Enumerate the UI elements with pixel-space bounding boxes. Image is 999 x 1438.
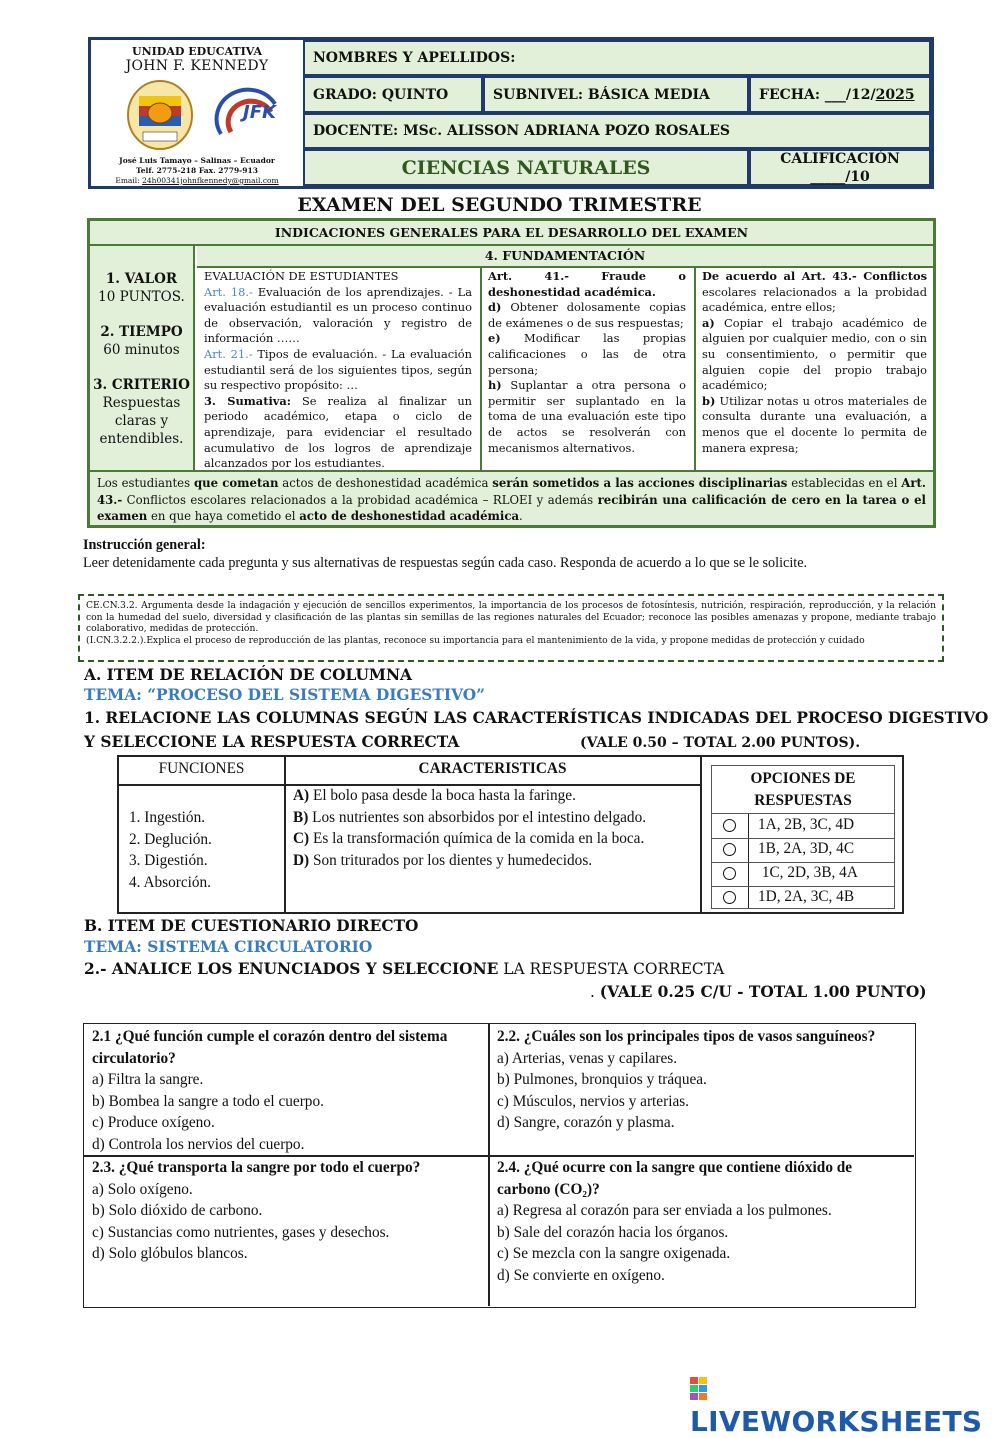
question-stem: 2.1 ¿Qué función cumple el corazón dentro del sistema circulatorio? [92,1028,448,1067]
art43-title: De acuerdo al Art. 43.- Conflictos [702,269,927,283]
answer-option[interactable]: b) Solo dióxido de carbono. [92,1202,263,1220]
email-line [91,176,303,186]
answer-option[interactable]: b) Bombea la sangre a todo el cuerpo. [92,1092,324,1110]
school-type: UNIDAD EDUCATIVA [132,45,262,58]
fraud-column [488,269,686,456]
tiempo-value: 60 minutos [103,342,180,358]
school-info [91,40,306,186]
discipline-note [90,470,933,525]
art41-h [488,378,686,456]
score-value: _____/10 [810,168,870,185]
characteristic-a [293,785,693,807]
jfk-logo-icon [209,84,281,146]
art18-paragraph [204,285,472,347]
note-part: Art. 43.- [97,476,926,507]
art21-ref: Art. 21.- [204,346,253,361]
note-part: actos de deshonestidad académica [278,476,493,490]
answer-option[interactable]: c) Produce oxígeno. [92,1114,215,1132]
indications-box [87,218,936,528]
art41-d [488,300,686,331]
tiempo-label: 2. TIEMPO [100,324,183,340]
option-label: 1C, 2D, 3B, 4A [758,864,858,881]
answer-option[interactable]: d) Sangre, corazón y plasma. [497,1114,675,1132]
art43-b [702,394,927,456]
question-2-rest: LA RESPUESTA CORRECTA [498,960,725,978]
char-text: El bolo pasa desde la boca hasta la faringe. [309,787,576,804]
teacher-field: DOCENTE: MSc. ALISSON ADRIANA POZO ROSALES [303,113,931,149]
options-header: OPCIONES DE RESPUESTAS [712,766,894,814]
questions-table [83,1023,916,1308]
answer-option[interactable]: d) Solo glóbulos blancos. [92,1245,248,1263]
item-text: Suplantar a otra persona o permitir ser suplantado en la toma de una evaluación este tipo de actos se resolverán con mecanismos alternativos. [488,378,686,455]
item-letter: b) [702,393,716,408]
char-letter: A) [293,787,310,804]
characteristics-list [293,785,693,871]
question-1-line2: Y SELECCIONE LA RESPUESTA CORRECTA [84,733,460,751]
function-item: 2. Deglución. [129,830,212,848]
names-field[interactable]: NOMBRES Y APELLIDOS: [303,40,931,76]
fundamentacion-title: 4. FUNDAMENTACIÓN [197,246,933,268]
question-2-2 [497,1026,907,1134]
sublevel-field: SUBNIVEL: BÁSICA MEDIA [483,76,749,113]
criterio-label: 3. CRITERIO [93,377,190,393]
note-part: serán sometidos a las acciones disciplinarias [492,476,788,490]
art41-title: Art. 41.- Fraude o deshonestidad académica. [488,269,686,299]
option-row[interactable] [712,814,894,839]
evaluation-column [204,269,472,472]
art18-ref: Art. 18.- [204,284,253,299]
art43-a [702,316,927,394]
art21-paragraph [204,347,472,394]
char-text: Son triturados por los dientes y humedecidos. [309,851,593,869]
char-text: Los nutrientes son absorbidos por el intestino delgado. [308,808,647,826]
value-dot: . [590,983,600,1001]
functions-header: FUNCIONES [158,760,245,777]
item-letter: h) [488,378,502,393]
section-a-title: A. ITEM DE RELACIÓN DE COLUMNA [84,666,412,684]
date-year: 2025 [875,86,915,103]
answer-option[interactable]: a) Regresa al corazón para ser enviada a los pulmones. [497,1202,832,1220]
char-text: Es la transformación química de la comida en la boca. [309,830,645,848]
sumativa-label: 3. Sumativa: [204,393,291,408]
radio-icon[interactable] [723,819,736,832]
item-letter: e) [488,331,501,346]
function-item: 1. Ingestión. [129,809,206,826]
characteristics-header: CARACTERISTICAS [418,760,567,777]
icn-indicator: (I.CN.3.2.2.).Explica el proceso de reproducción de las plantas, reconoce su importancia para el mantenimiento de la vida, y propone medidas de protección y cuidado [86,635,865,647]
question-2-value [590,983,927,1001]
option-row[interactable] [712,838,894,863]
header-box [88,37,934,189]
valor-label: 1. VALOR [105,271,178,287]
date-field[interactable] [749,76,931,113]
answer-option[interactable]: b) Sale del corazón hacia los órganos. [497,1223,729,1241]
instruction-title: Instrucción general: [83,537,206,553]
answer-option[interactable]: c) Sustancias como nutrientes, gases y desechos. [92,1223,390,1241]
characteristic-d [293,850,693,872]
art43-intro [702,269,927,316]
characteristic-b [293,807,693,829]
note-part: recibirán una calificación de cero en la tarea o el examen [97,492,926,523]
score-label: CALIFICACIÓN [780,150,900,167]
col1-title: EVALUACIÓN DE ESTUDIANTES [204,269,399,283]
radio-icon[interactable] [723,843,736,856]
criterio-value: Respuestas claras y entendibles. [99,395,184,447]
valor-value: 10 PUNTOS. [98,289,185,305]
email-label: Email: [115,176,143,185]
general-instruction [83,536,923,572]
question-2-4 [497,1157,907,1287]
subject-field: CIENCIAS NATURALES [303,149,749,186]
question-1-value: (VALE 0.50 – TOTAL 2.00 PUNTOS). [580,735,861,751]
section-a-topic: TEMA: “PROCESO DEL SISTEMA DIGESTIVO” [84,686,486,704]
item-text: Obtener dolosamente copias de exámenes o de sus respuestas; [488,300,686,330]
exam-title: EXAMEN DEL SEGUNDO TRIMESTRE [297,194,702,216]
note-part: establecidas en el [787,476,902,490]
school-name: JOHN F. KENNEDY [125,58,269,74]
option-row[interactable] [712,862,894,887]
question-2-text [84,960,724,978]
item-letter: a) [702,315,715,330]
date-prefix: FECHA: ___/12/ [759,86,876,103]
note-part: que cometan [193,476,279,490]
note-part: . [519,509,523,523]
section-b-title: B. ITEM DE CUESTIONARIO DIRECTO [84,917,419,935]
question-2-1 [92,1026,482,1156]
char-letter: B) [293,808,309,826]
note-part: acto de deshonestidad académica [299,509,520,523]
matching-table [117,755,904,914]
option-row[interactable] [712,886,894,908]
note-part: Conflictos escolares relacionados a la probidad académica – RLOEI y además [122,492,598,507]
conflicts-column [702,269,927,456]
radio-icon[interactable] [723,891,736,904]
email-link[interactable]: 24h00341johnfkennedy@gmail.com [142,176,279,185]
question-stem: 2.2. ¿Cuáles son los principales tipos de vasos sanguíneos? [497,1028,876,1045]
answer-option[interactable]: c) Se mezcla con la sangre oxigenada. [497,1245,731,1263]
item-letter: d) [488,300,502,315]
question-stem: 2.4. ¿Qué ocurre con la sangre que contiene dióxido de carbono (CO₂)? [497,1159,853,1198]
art21-text: Tipos de evaluación. - La evaluación estudiantil será de los siguientes tipos, según su respectivo propósito: … [204,346,472,393]
function-item: 4. Absorción. [129,873,212,891]
note-part: en que haya cometido el [147,509,300,523]
section-b-topic: TEMA: SISTEMA CIRCULATORIO [84,938,373,956]
art43-text: escolares relacionados a la probidad académica, entre ellos; [702,284,927,315]
address-line: José Luis Tamayo – Salinas – Ecuador [119,156,275,165]
option-label: 1A, 2B, 3C, 4D [758,816,855,833]
question-2-bold: 2.- ANALICE LOS ENUNCIADOS Y SELECCIONE [84,960,499,978]
item-text: Copiar el trabajo académico de alguien por cualquier medio, con o sin su consentimiento, o permitir que alguien copie del propio trabajo académico; [702,315,927,393]
question-stem: 2.3. ¿Qué transporta la sangre por todo el cuerpo? [92,1159,421,1176]
score-field[interactable] [749,149,931,186]
radio-icon[interactable] [723,867,736,880]
answer-option[interactable]: d) Se convierte en oxígeno. [497,1266,665,1284]
indications-title: INDICACIONES GENERALES PARA EL DESARROLLO DEL EXAMEN [90,221,933,246]
phone-line: Telf. 2775-218 Fax. 2779-913 [136,166,258,175]
grade-field: GRADO: QUINTO [303,76,483,113]
art41-e [488,331,686,378]
note-part: Los estudiantes [97,476,194,490]
liveworksheets-icon [690,1377,708,1401]
question-1-line1: 1. RELACIONE LAS COLUMNAS SEGÚN LAS CARACTERÍSTICAS INDICADAS DEL PROCESO DIGESTIVO [84,709,989,727]
char-letter: C) [293,830,310,848]
answer-option[interactable]: d) Controla los nervios del cuerpo. [92,1135,305,1153]
answer-option[interactable]: a) Arterias, venas y capilares. [497,1049,678,1067]
option-label: 1B, 2A, 3D, 4C [758,840,855,857]
option-label: 1D, 2A, 3C, 4B [758,888,855,905]
value-text: (VALE 0.25 C/U - TOTAL 1.00 PUNTO) [599,983,927,1001]
answer-options [711,765,895,909]
char-letter: D) [293,851,310,869]
art18-text: Evaluación de los aprendizajes. - La evaluación estudiantil es un proceso continuo de observación, valoración y registro de información …… [204,284,472,346]
question-2-3 [92,1157,482,1265]
answer-option[interactable]: a) Filtra la sangre. [92,1071,204,1089]
characteristic-c [293,828,693,850]
liveworksheets-logo [690,1372,999,1438]
sumativa-text: Se realiza al finalizar un periodo académico, etapa o ciclo de aprendizaje, para evidenciar el resultado acumulativo de los logros de aprendizaje alcanzados por los estudiantes. [204,393,472,471]
brand-text: LIVEWORKSHEETS [690,1405,983,1438]
function-item: 3. Digestión. [129,852,208,870]
answer-option[interactable]: b) Pulmones, bronquios y tráquea. [497,1071,707,1089]
exam-summary [90,246,195,470]
sumativa-paragraph [204,394,472,472]
school-address [91,156,303,186]
answer-option[interactable]: a) Solo oxígeno. [92,1180,193,1198]
instruction-text: Leer detenidamente cada pregunta y sus alternativas de respuestas según cada caso. Responda de acuerdo a lo que se le solicite. [83,555,808,571]
item-text: Modificar las propias calificaciones o las de otra persona; [488,331,686,377]
ce-criterion: CE.CN.3.2. Argumenta desde la indagación y ejecución de sencillos experimentos, la importancia de los procesos de fotosíntesis, nutrición, respiración, reproducción, y la relación con la humedad del suelo, diversidad y clasificación de las plantas sin semillas de las regiones naturales del Ecuador; reconoce las posibles amenazas y propone, mediante trabajo colaborativo, medidas de protección. [86,600,936,635]
svg-text:JFK: JFK [243,102,276,123]
answer-option[interactable]: c) Músculos, nervios y arterias. [497,1092,690,1110]
functions-list [129,807,212,893]
school-crest-icon [125,78,195,152]
item-text: Utilizar notas u otros materiales de consulta durante una evaluación, a menos que el docente lo permita de manera expresa; [702,393,927,455]
criteria-box [78,594,944,662]
